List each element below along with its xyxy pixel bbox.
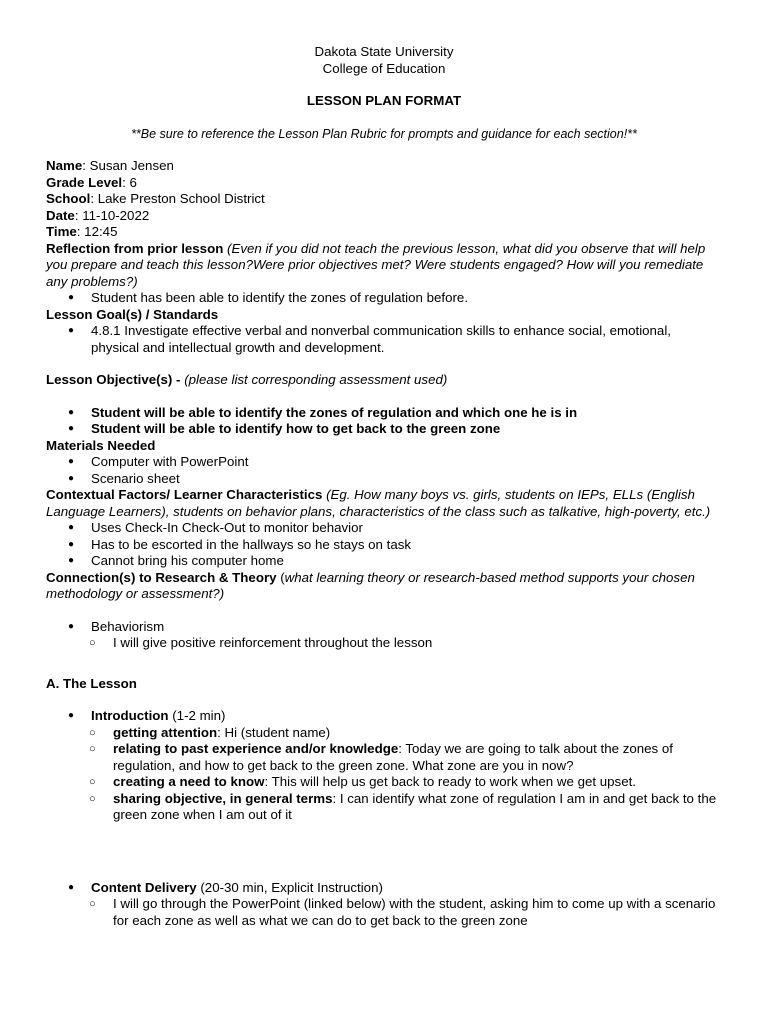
- list-item: [46, 880, 722, 897]
- school-line: [46, 191, 722, 208]
- contextual-label: Contextual Factors/ Learner Characteristics: [46, 487, 323, 502]
- rubric-note: **Be sure to reference the Lesson Plan Rubric for prompts and guidance for each section!**: [131, 126, 637, 141]
- list-item: [46, 708, 722, 725]
- reflection-list: [46, 290, 722, 307]
- intro-label: Introduction: [91, 708, 169, 723]
- content-time: (20-30 min, Explicit Instruction): [196, 879, 383, 895]
- list-item: ● Student will be able to identify the zones of regulation and which one he is in: [46, 405, 722, 422]
- list-item: ● Uses Check-In Check-Out to monitor behavior: [46, 520, 722, 537]
- reflection-label: Reflection from prior lesson: [46, 240, 224, 256]
- list-subitem: [46, 774, 722, 791]
- materials-label: Materials Needed: [46, 437, 156, 453]
- materials-list: [46, 454, 722, 487]
- objectives-heading: [46, 372, 722, 389]
- reflection-section: [46, 241, 722, 291]
- lesson-heading: A. The Lesson: [46, 675, 137, 691]
- name-label: Name: [46, 158, 83, 173]
- research-prompt: what learning theory or research-based method supports your chosen methodology or assessment?): [46, 569, 695, 601]
- list-item: ● Computer with PowerPoint: [46, 454, 722, 471]
- grade-label: Grade Level: [46, 174, 123, 190]
- goals-list: [46, 323, 722, 356]
- objectives-list: [46, 405, 722, 438]
- list-item: ● Student will be able to identify how to get back to the green zone: [46, 421, 722, 438]
- sub-text: : I can identify what zone of regulation I am in and get back to the green zone when I am out of it: [113, 790, 717, 822]
- time-line: [46, 224, 722, 241]
- college-name: College of Education: [322, 60, 446, 76]
- grade-value: : 6: [122, 174, 137, 190]
- name-line: [46, 158, 722, 175]
- list-subitem: [46, 791, 722, 824]
- research-section: [46, 570, 722, 603]
- lesson-intro-list: [46, 708, 722, 824]
- document-title: LESSON PLAN FORMAT: [306, 93, 462, 108]
- list-item: ● Cannot bring his computer home: [46, 553, 722, 570]
- list-item: ● Student has been able to identify the zones of regulation before.: [46, 290, 722, 307]
- list-item: ● Scenario sheet: [46, 471, 722, 488]
- list-subitem: [46, 741, 722, 774]
- reflection-prompt: (Even if you did not teach the previous lesson, what did you observe that will help you prepare and teach this lesson?Were prior objectives met? Were students engaged? How will you remediate any problems?): [46, 240, 706, 289]
- content-label: Content Delivery: [91, 879, 197, 895]
- intro-time: (1-2 min): [168, 708, 226, 723]
- sub-label: sharing objective, in general terms: [113, 790, 333, 806]
- list-subitem: ○ I will go through the PowerPoint (linked below) with the student, asking him to come up with a scenario for each zone as well as what we can do to get back to the green zone: [46, 896, 722, 929]
- date-value: : 11-10-2022: [74, 207, 150, 223]
- list-subitem: [46, 725, 722, 742]
- time-label: Time: [46, 224, 77, 239]
- research-paren: (: [276, 569, 285, 585]
- sub-label: creating a need to know: [113, 774, 265, 789]
- contextual-prompt: (Eg. How many boys vs. girls, students on IEPs, ELLs (English Language Learners), students on behavior plans, characteristics of the class such as talkative, high-poverty, etc.): [46, 487, 711, 519]
- name-value: : Susan Jensen: [82, 158, 174, 173]
- sub-label: getting attention: [113, 724, 218, 740]
- goals-label: Lesson Goal(s) / Standards: [46, 306, 219, 322]
- contextual-list: [46, 520, 722, 570]
- lesson-plan-document: [46, 44, 722, 929]
- objectives-label: Lesson Objective(s) -: [46, 372, 185, 387]
- research-label: Connection(s) to Research & Theory: [46, 569, 277, 585]
- research-list: [46, 619, 722, 652]
- sub-label: relating to past experience and/or knowledge: [113, 741, 399, 756]
- sub-text: : Hi (student name): [217, 724, 331, 740]
- date-line: [46, 208, 722, 225]
- list-item: ● Has to be escorted in the hallways so he stays on task: [46, 537, 722, 554]
- list-item: ● Behaviorism: [46, 619, 722, 636]
- lesson-content-list: [46, 880, 722, 930]
- grade-line: [46, 175, 722, 192]
- contextual-section: [46, 487, 722, 520]
- sub-text: : Today we are going to talk about the zones of regulation, and how to get back to the green zone. What zone are you in now?: [113, 741, 673, 773]
- objectives-prompt: (please list corresponding assessment used): [184, 372, 448, 387]
- school-label: School: [46, 191, 91, 206]
- university-name: Dakota State University: [314, 44, 454, 59]
- list-subitem: ○ I will give positive reinforcement throughout the lesson: [46, 635, 722, 652]
- date-label: Date: [46, 207, 75, 223]
- list-item: ● 4.8.1 Investigate effective verbal and nonverbal communication skills to enhance social, emotional, physical and intellectual growth and development.: [46, 323, 722, 356]
- time-value: : 12:45: [76, 224, 118, 239]
- school-value: : Lake Preston School District: [90, 191, 265, 206]
- sub-text: : This will help us get back to ready to work when we get upset.: [264, 774, 636, 789]
